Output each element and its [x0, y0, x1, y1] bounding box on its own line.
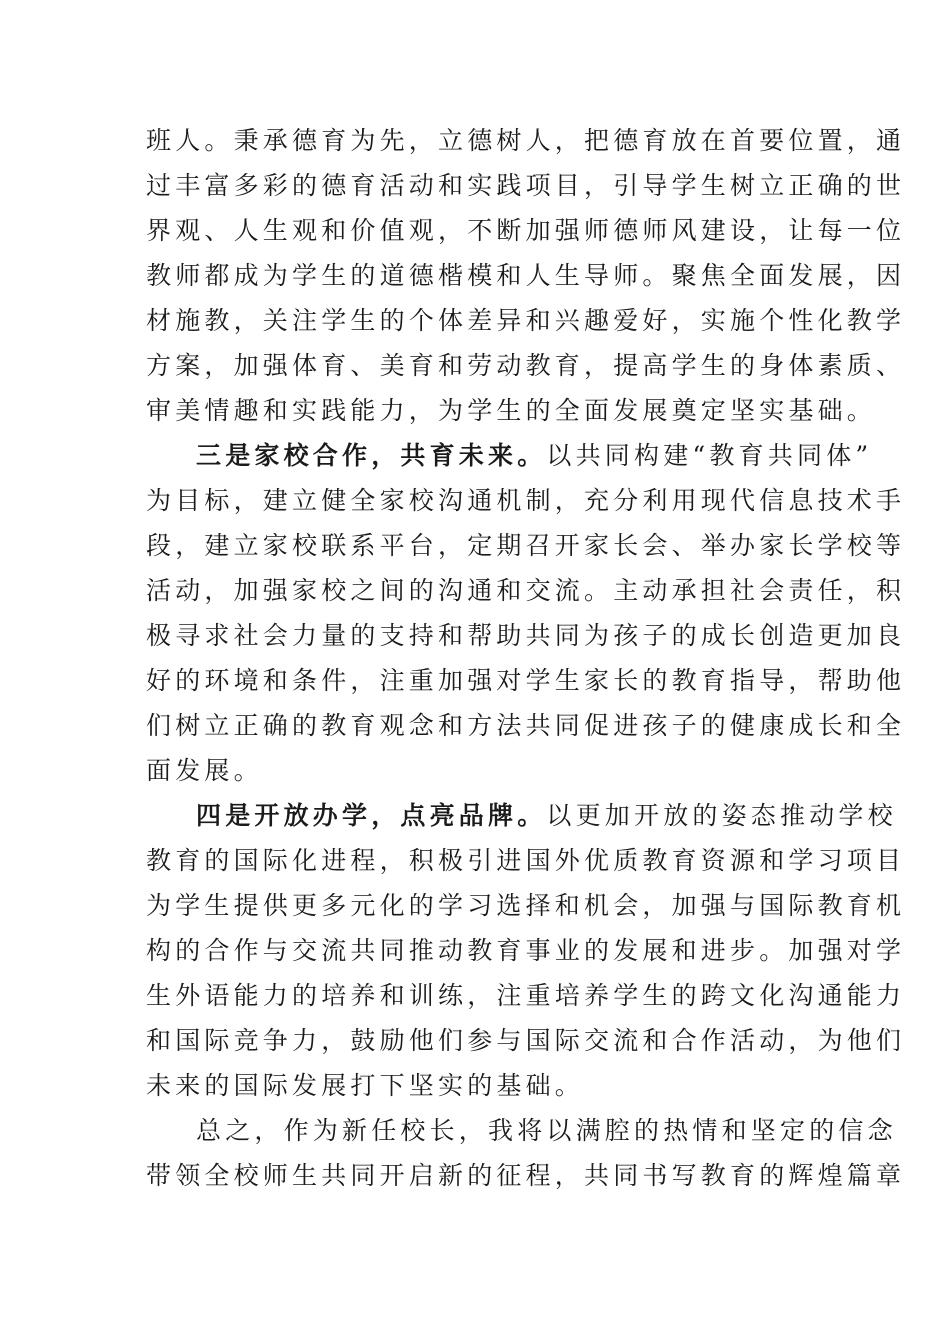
paragraph-1-line-3: 界观、人生观和价值观，不断加强师德师风建设，让每一位 — [146, 216, 906, 245]
paragraph-1-line-6: 方案，加强体育、美育和劳动教育，提高学生的身体素质、 — [146, 351, 906, 380]
paragraph-1-line-7: 审美情趣和实践能力，为学生的全面发展奠定坚实基础。 — [146, 396, 877, 425]
paragraph-3-line-5: 生外语能力的培养和训练，注重培养学生的跨文化沟通能力 — [146, 981, 906, 1010]
paragraph-2-line-1 — [146, 433, 873, 478]
paragraph-3-line-3: 为学生提供更多元化的学习选择和机会，加强与国际教育机 — [146, 891, 906, 920]
paragraph-1-line-1: 班人。秉承德育为先，立德树人，把德育放在首要位置，通 — [146, 126, 906, 155]
paragraph-3-first-line-rest: 以更加开放的姿态推动学校 — [546, 801, 897, 830]
paragraph-3-line-4: 构的合作与交流共同推动教育事业的发展和进步。加强对学 — [146, 936, 906, 965]
paragraph-2-line-8: 面发展。 — [146, 756, 263, 785]
paragraph-3-line-6: 和国际竞争力，鼓励他们参与国际交流和合作活动，为他们 — [146, 1026, 906, 1055]
paragraph-4-line-1: 总之，作为新任校长，我将以满腔的热情和坚定的信念 — [196, 1116, 897, 1145]
paragraph-2-line-2: 为目标，建立健全家校沟通机制，充分利用现代信息技术手 — [146, 486, 906, 515]
paragraph-3-line-2: 教育的国际化进程，积极引进国外优质教育资源和学习项目 — [146, 846, 906, 875]
paragraph-3-line-1 — [146, 793, 897, 838]
paragraph-3-heading: 四是开放办学，点亮品牌。 — [196, 801, 547, 830]
paragraph-4-line-2: 带领全校师生共同开启新的征程，共同书写教育的辉煌篇章 — [146, 1161, 906, 1190]
paragraph-2-line-7: 们树立正确的教育观念和方法共同促进孩子的健康成长和全 — [146, 711, 906, 740]
paragraph-2-line-5: 极寻求社会力量的支持和帮助共同为孩子的成长创造更加良 — [146, 621, 906, 650]
paragraph-1-line-2: 过丰富多彩的德育活动和实践项目，引导学生树立正确的世 — [146, 171, 906, 200]
paragraph-2-line-3: 段，建立家校联系平台，定期召开家长会、举办家长学校等 — [146, 531, 906, 560]
paragraph-2-line-6: 好的环境和条件，注重加强对学生家长的教育指导，帮助他 — [146, 666, 906, 695]
paragraph-3-line-7: 未来的国际发展打下坚实的基础。 — [146, 1071, 585, 1100]
document-body — [146, 118, 906, 1198]
paragraph-2-heading: 三是家校合作，共育未来。 — [196, 441, 547, 470]
paragraph-2-line-4: 活动，加强家校之间的沟通和交流。主动承担社会责任，积 — [146, 576, 906, 605]
paragraph-1-line-5: 材施教，关注学生的个体差异和兴趣爱好，实施个性化教学 — [146, 306, 906, 335]
paragraph-1-line-4: 教师都成为学生的道德楷模和人生导师。聚焦全面发展，因 — [146, 261, 906, 290]
paragraph-2-first-line-rest: 以共同构建“教育共同体” — [546, 441, 873, 470]
